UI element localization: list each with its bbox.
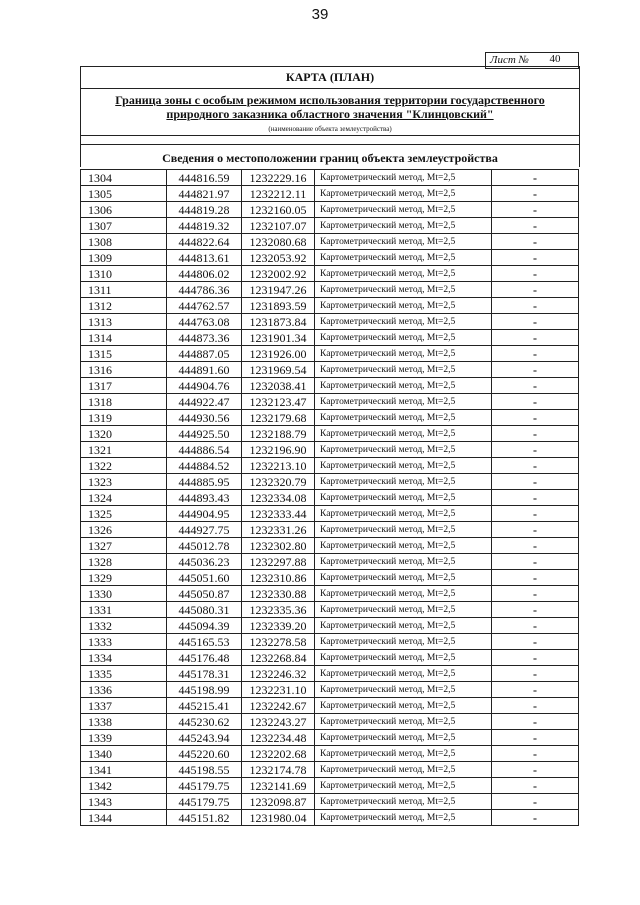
method-cell: Картометрический метод, Mt=2,5 [315, 218, 492, 234]
point-number-cell: 1325 [81, 506, 167, 522]
x-coordinate-cell: 444887.05 [167, 346, 242, 362]
note-cell: - [492, 250, 579, 266]
point-number-cell: 1312 [81, 298, 167, 314]
note-cell: - [492, 570, 579, 586]
y-coordinate-cell: 1231926.00 [242, 346, 315, 362]
note-cell: - [492, 522, 579, 538]
method-cell: Картометрический метод, Mt=2,5 [315, 666, 492, 682]
x-coordinate-cell: 445080.31 [167, 602, 242, 618]
x-coordinate-cell: 444806.02 [167, 266, 242, 282]
note-cell: - [492, 778, 579, 794]
x-coordinate-cell: 444885.95 [167, 474, 242, 490]
point-number-cell: 1316 [81, 362, 167, 378]
y-coordinate-cell: 1232334.08 [242, 490, 315, 506]
point-number-cell: 1317 [81, 378, 167, 394]
x-coordinate-cell: 444786.36 [167, 282, 242, 298]
y-coordinate-cell: 1232179.68 [242, 410, 315, 426]
point-number-cell: 1336 [81, 682, 167, 698]
y-coordinate-cell: 1232038.41 [242, 378, 315, 394]
y-coordinate-cell: 1231893.59 [242, 298, 315, 314]
map-title: КАРТА (ПЛАН) [81, 67, 579, 89]
x-coordinate-cell: 445178.31 [167, 666, 242, 682]
y-coordinate-cell: 1232053.92 [242, 250, 315, 266]
note-cell: - [492, 554, 579, 570]
y-coordinate-cell: 1232320.79 [242, 474, 315, 490]
method-cell: Картометрический метод, Mt=2,5 [315, 570, 492, 586]
point-number-cell: 1337 [81, 698, 167, 714]
y-coordinate-cell: 1232333.44 [242, 506, 315, 522]
table-row [81, 426, 579, 442]
method-cell: Картометрический метод, Mt=2,5 [315, 186, 492, 202]
note-cell: - [492, 458, 579, 474]
y-coordinate-cell: 1232002.92 [242, 266, 315, 282]
note-cell: - [492, 586, 579, 602]
table-row [81, 170, 579, 186]
table-row [81, 186, 579, 202]
note-cell: - [492, 746, 579, 762]
method-cell: Картометрический метод, Mt=2,5 [315, 234, 492, 250]
point-number-cell: 1313 [81, 314, 167, 330]
point-number-cell: 1315 [81, 346, 167, 362]
note-cell: - [492, 282, 579, 298]
note-cell: - [492, 186, 579, 202]
note-cell: - [492, 394, 579, 410]
y-coordinate-cell: 1232297.88 [242, 554, 315, 570]
table-row [81, 474, 579, 490]
y-coordinate-cell: 1232246.32 [242, 666, 315, 682]
table-row [81, 810, 579, 826]
note-cell: - [492, 442, 579, 458]
note-cell: - [492, 170, 579, 186]
method-cell: Картометрический метод, Mt=2,5 [315, 554, 492, 570]
x-coordinate-cell: 445036.23 [167, 554, 242, 570]
x-coordinate-cell: 444930.56 [167, 410, 242, 426]
method-cell: Картометрический метод, Mt=2,5 [315, 506, 492, 522]
point-number-cell: 1323 [81, 474, 167, 490]
y-coordinate-cell: 1232213.10 [242, 458, 315, 474]
method-cell: Картометрический метод, Mt=2,5 [315, 490, 492, 506]
method-cell: Картометрический метод, Mt=2,5 [315, 730, 492, 746]
table-row [81, 634, 579, 650]
table-row [81, 666, 579, 682]
note-cell: - [492, 634, 579, 650]
y-coordinate-cell: 1231947.26 [242, 282, 315, 298]
y-coordinate-cell: 1232212.11 [242, 186, 315, 202]
y-coordinate-cell: 1232268.84 [242, 650, 315, 666]
method-cell: Картометрический метод, Mt=2,5 [315, 426, 492, 442]
object-caption: (наименование объекта землеустройства) [81, 123, 579, 136]
point-number-cell: 1314 [81, 330, 167, 346]
method-cell: Картометрический метод, Mt=2,5 [315, 810, 492, 826]
note-cell: - [492, 346, 579, 362]
y-coordinate-cell: 1232242.67 [242, 698, 315, 714]
x-coordinate-cell: 445220.60 [167, 746, 242, 762]
point-number-cell: 1309 [81, 250, 167, 266]
page-number: 39 [311, 6, 329, 23]
x-coordinate-cell: 445165.53 [167, 634, 242, 650]
method-cell: Картометрический метод, Mt=2,5 [315, 778, 492, 794]
y-coordinate-cell: 1232231.10 [242, 682, 315, 698]
table-row [81, 490, 579, 506]
method-cell: Картометрический метод, Mt=2,5 [315, 458, 492, 474]
point-number-cell: 1307 [81, 218, 167, 234]
method-cell: Картометрический метод, Mt=2,5 [315, 202, 492, 218]
y-coordinate-cell: 1232174.78 [242, 762, 315, 778]
method-cell: Картометрический метод, Mt=2,5 [315, 714, 492, 730]
point-number-cell: 1324 [81, 490, 167, 506]
table-row [81, 762, 579, 778]
table-row [81, 730, 579, 746]
y-coordinate-cell: 1231980.04 [242, 810, 315, 826]
y-coordinate-cell: 1232302.80 [242, 538, 315, 554]
point-number-cell: 1304 [81, 170, 167, 186]
method-cell: Картометрический метод, Mt=2,5 [315, 618, 492, 634]
x-coordinate-cell: 444822.64 [167, 234, 242, 250]
method-cell: Картометрический метод, Mt=2,5 [315, 522, 492, 538]
object-name-line-2: природного заказника областного значения "Клинцовский" [166, 107, 494, 121]
point-number-cell: 1306 [81, 202, 167, 218]
note-cell: - [492, 506, 579, 522]
x-coordinate-cell: 445151.82 [167, 810, 242, 826]
point-number-cell: 1318 [81, 394, 167, 410]
document-header [80, 66, 580, 167]
point-number-cell: 1329 [81, 570, 167, 586]
table-row [81, 218, 579, 234]
table-row [81, 362, 579, 378]
y-coordinate-cell: 1232080.68 [242, 234, 315, 250]
x-coordinate-cell: 444762.57 [167, 298, 242, 314]
y-coordinate-cell: 1232243.27 [242, 714, 315, 730]
y-coordinate-cell: 1232098.87 [242, 794, 315, 810]
table-row [81, 266, 579, 282]
method-cell: Картометрический метод, Mt=2,5 [315, 394, 492, 410]
point-number-cell: 1327 [81, 538, 167, 554]
note-cell: - [492, 650, 579, 666]
table-row [81, 394, 579, 410]
x-coordinate-cell: 445198.55 [167, 762, 242, 778]
x-coordinate-cell: 444816.59 [167, 170, 242, 186]
y-coordinate-cell: 1232123.47 [242, 394, 315, 410]
x-coordinate-cell: 445215.41 [167, 698, 242, 714]
method-cell: Картометрический метод, Mt=2,5 [315, 378, 492, 394]
note-cell: - [492, 490, 579, 506]
y-coordinate-cell: 1232160.05 [242, 202, 315, 218]
point-number-cell: 1310 [81, 266, 167, 282]
x-coordinate-cell: 445094.39 [167, 618, 242, 634]
method-cell: Картометрический метод, Mt=2,5 [315, 346, 492, 362]
x-coordinate-cell: 444819.28 [167, 202, 242, 218]
x-coordinate-cell: 444904.76 [167, 378, 242, 394]
x-coordinate-cell: 444873.36 [167, 330, 242, 346]
y-coordinate-cell: 1232335.36 [242, 602, 315, 618]
note-cell: - [492, 602, 579, 618]
note-cell: - [492, 410, 579, 426]
method-cell: Картометрический метод, Mt=2,5 [315, 170, 492, 186]
object-name [81, 89, 579, 123]
y-coordinate-cell: 1232234.48 [242, 730, 315, 746]
method-cell: Картометрический метод, Mt=2,5 [315, 746, 492, 762]
table-row [81, 250, 579, 266]
x-coordinate-cell: 444904.95 [167, 506, 242, 522]
note-cell: - [492, 330, 579, 346]
point-number-cell: 1322 [81, 458, 167, 474]
note-cell: - [492, 730, 579, 746]
x-coordinate-cell: 444922.47 [167, 394, 242, 410]
table-row [81, 202, 579, 218]
coordinates-table [80, 169, 579, 826]
sheet-label: Лист № [490, 54, 529, 66]
x-coordinate-cell: 445050.87 [167, 586, 242, 602]
note-cell: - [492, 666, 579, 682]
note-cell: - [492, 618, 579, 634]
point-number-cell: 1326 [81, 522, 167, 538]
note-cell: - [492, 810, 579, 826]
note-cell: - [492, 794, 579, 810]
x-coordinate-cell: 445012.78 [167, 538, 242, 554]
x-coordinate-cell: 445243.94 [167, 730, 242, 746]
point-number-cell: 1331 [81, 602, 167, 618]
note-cell: - [492, 538, 579, 554]
table-row [81, 650, 579, 666]
x-coordinate-cell: 444813.61 [167, 250, 242, 266]
y-coordinate-cell: 1232229.16 [242, 170, 315, 186]
object-name-line-1: Граница зоны с особым режимом использования территории государственного [115, 93, 545, 107]
method-cell: Картометрический метод, Mt=2,5 [315, 298, 492, 314]
point-number-cell: 1305 [81, 186, 167, 202]
table-row [81, 698, 579, 714]
y-coordinate-cell: 1231901.34 [242, 330, 315, 346]
x-coordinate-cell: 444821.97 [167, 186, 242, 202]
point-number-cell: 1330 [81, 586, 167, 602]
table-row [81, 794, 579, 810]
table-row [81, 570, 579, 586]
table-row [81, 554, 579, 570]
table-row [81, 410, 579, 426]
method-cell: Картометрический метод, Mt=2,5 [315, 602, 492, 618]
x-coordinate-cell: 444891.60 [167, 362, 242, 378]
table-row [81, 298, 579, 314]
table-row [81, 682, 579, 698]
method-cell: Картометрический метод, Mt=2,5 [315, 362, 492, 378]
point-number-cell: 1344 [81, 810, 167, 826]
note-cell: - [492, 714, 579, 730]
x-coordinate-cell: 445179.75 [167, 794, 242, 810]
x-coordinate-cell: 444925.50 [167, 426, 242, 442]
table-row [81, 282, 579, 298]
note-cell: - [492, 218, 579, 234]
method-cell: Картометрический метод, Mt=2,5 [315, 282, 492, 298]
x-coordinate-cell: 444819.32 [167, 218, 242, 234]
table-row [81, 618, 579, 634]
point-number-cell: 1339 [81, 730, 167, 746]
table-row [81, 314, 579, 330]
note-cell: - [492, 474, 579, 490]
table-row [81, 346, 579, 362]
y-coordinate-cell: 1232188.79 [242, 426, 315, 442]
table-row [81, 330, 579, 346]
x-coordinate-cell: 444893.43 [167, 490, 242, 506]
point-number-cell: 1342 [81, 778, 167, 794]
x-coordinate-cell: 444884.52 [167, 458, 242, 474]
method-cell: Картометрический метод, Mt=2,5 [315, 698, 492, 714]
point-number-cell: 1334 [81, 650, 167, 666]
table-row [81, 538, 579, 554]
x-coordinate-cell: 444927.75 [167, 522, 242, 538]
method-cell: Картометрический метод, Mt=2,5 [315, 474, 492, 490]
method-cell: Картометрический метод, Mt=2,5 [315, 762, 492, 778]
note-cell: - [492, 234, 579, 250]
point-number-cell: 1338 [81, 714, 167, 730]
table-row [81, 458, 579, 474]
method-cell: Картометрический метод, Mt=2,5 [315, 410, 492, 426]
point-number-cell: 1311 [81, 282, 167, 298]
header-spacer-row [81, 136, 579, 145]
note-cell: - [492, 698, 579, 714]
note-cell: - [492, 378, 579, 394]
y-coordinate-cell: 1232278.58 [242, 634, 315, 650]
method-cell: Картометрический метод, Mt=2,5 [315, 442, 492, 458]
x-coordinate-cell: 444763.08 [167, 314, 242, 330]
method-cell: Картометрический метод, Mt=2,5 [315, 314, 492, 330]
table-row [81, 522, 579, 538]
x-coordinate-cell: 445051.60 [167, 570, 242, 586]
method-cell: Картометрический метод, Mt=2,5 [315, 634, 492, 650]
point-number-cell: 1328 [81, 554, 167, 570]
point-number-cell: 1343 [81, 794, 167, 810]
note-cell: - [492, 426, 579, 442]
point-number-cell: 1321 [81, 442, 167, 458]
point-number-cell: 1332 [81, 618, 167, 634]
point-number-cell: 1308 [81, 234, 167, 250]
x-coordinate-cell: 445230.62 [167, 714, 242, 730]
section-title: Сведения о местоположении границ объекта землеустройства [162, 151, 498, 165]
method-cell: Картометрический метод, Mt=2,5 [315, 682, 492, 698]
y-coordinate-cell: 1232141.69 [242, 778, 315, 794]
point-number-cell: 1320 [81, 426, 167, 442]
x-coordinate-cell: 445198.99 [167, 682, 242, 698]
method-cell: Картометрический метод, Mt=2,5 [315, 330, 492, 346]
note-cell: - [492, 314, 579, 330]
table-row [81, 602, 579, 618]
y-coordinate-cell: 1231873.84 [242, 314, 315, 330]
coordinates-table-body [81, 170, 579, 826]
method-cell: Картометрический метод, Mt=2,5 [315, 250, 492, 266]
x-coordinate-cell: 444886.54 [167, 442, 242, 458]
y-coordinate-cell: 1232331.26 [242, 522, 315, 538]
method-cell: Картометрический метод, Mt=2,5 [315, 266, 492, 282]
point-number-cell: 1319 [81, 410, 167, 426]
table-row [81, 778, 579, 794]
method-cell: Картометрический метод, Mt=2,5 [315, 794, 492, 810]
note-cell: - [492, 298, 579, 314]
method-cell: Картометрический метод, Mt=2,5 [315, 586, 492, 602]
y-coordinate-cell: 1232330.88 [242, 586, 315, 602]
table-row [81, 586, 579, 602]
y-coordinate-cell: 1232107.07 [242, 218, 315, 234]
point-number-cell: 1341 [81, 762, 167, 778]
table-row [81, 378, 579, 394]
note-cell: - [492, 682, 579, 698]
note-cell: - [492, 362, 579, 378]
method-cell: Картометрический метод, Mt=2,5 [315, 538, 492, 554]
x-coordinate-cell: 445176.48 [167, 650, 242, 666]
method-cell: Картометрический метод, Mt=2,5 [315, 650, 492, 666]
table-row [81, 714, 579, 730]
y-coordinate-cell: 1231969.54 [242, 362, 315, 378]
table-row [81, 234, 579, 250]
x-coordinate-cell: 445179.75 [167, 778, 242, 794]
y-coordinate-cell: 1232196.90 [242, 442, 315, 458]
point-number-cell: 1340 [81, 746, 167, 762]
y-coordinate-cell: 1232339.20 [242, 618, 315, 634]
table-row [81, 442, 579, 458]
table-row [81, 746, 579, 762]
sheet-number: 40 [540, 53, 570, 67]
y-coordinate-cell: 1232310.86 [242, 570, 315, 586]
table-row [81, 506, 579, 522]
note-cell: - [492, 762, 579, 778]
note-cell: - [492, 202, 579, 218]
note-cell: - [492, 266, 579, 282]
point-number-cell: 1335 [81, 666, 167, 682]
y-coordinate-cell: 1232202.68 [242, 746, 315, 762]
point-number-cell: 1333 [81, 634, 167, 650]
